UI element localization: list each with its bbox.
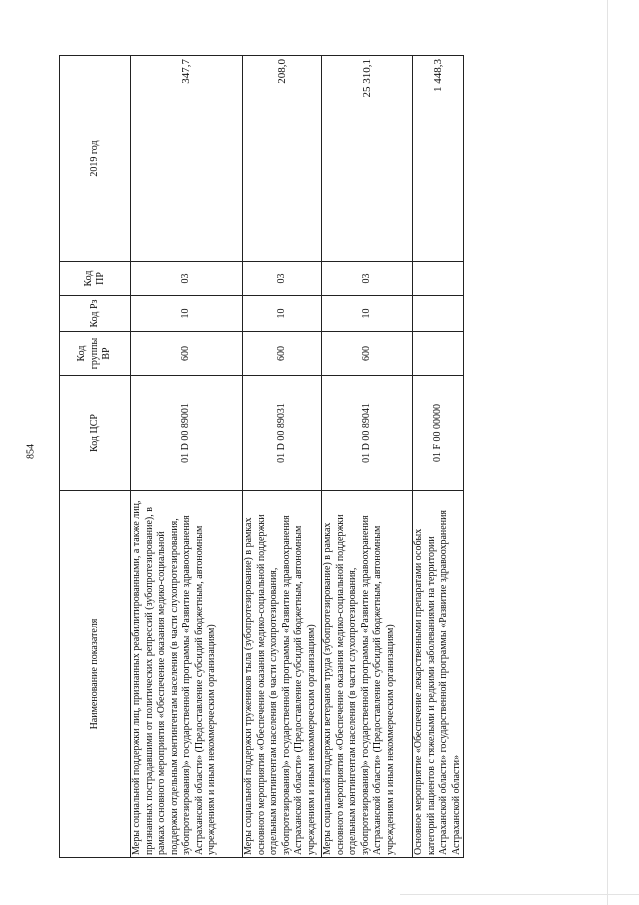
row-vr: 600 [322,332,413,376]
header-year: 2019 год [60,56,131,262]
row-value: 208,0 [243,56,322,262]
table-row [131,56,243,858]
row-vr: 600 [131,332,243,376]
row-pr: 03 [131,262,243,296]
row-rz: 10 [243,296,322,332]
row-rz [413,296,464,332]
row-pr: 03 [243,262,322,296]
header-pr: Код ПР [60,262,131,296]
row-name: Меры социальной поддержки ветеранов труда (зубопротезирование) в рамках основного мероприятия «Обеспечение оказания медико-социальной поддержки отдельным контингентам населения (в части слухопротезирования, зубопротезирования)» государственной программы «Развитие здравоохранения Астраханской области» (Предоставление субсидий бюджетным, автономным учреждениям и иным некоммерческим организациям) [322,491,413,858]
row-rz: 10 [322,296,413,332]
header-rz: Код Рз [60,296,131,332]
row-vr [413,332,464,376]
row-name: Меры социальной поддержки тружеников тыла (зубопротезирование) в рамках основного мероприятия «Обеспечение оказания медико-социальной поддержки отдельным контингентам населения (в части слухопротезирования, зубопротезирования)» государственной программы «Развитие здравоохранения Астраханской области» (Предоставление субсидий бюджетным, автономным учреждениям и иным некоммерческим организациям) [243,491,322,858]
table-row [413,56,464,858]
row-value: 25 310,1 [322,56,413,262]
row-csr: 01 F 00 00000 [413,376,464,491]
row-name: Меры социальной поддержки лиц, признанных реабилитированными, а также лиц, признанных пострадавшими от политических репрессий (зубопротезирование), в рамках основного мероприятия «Обеспечение оказания медико-социальной поддержки отдельным контингентам населения (в части слухопротезирования, зубопротезирования)» государственной программы «Развитие здравоохранения Астраханской области» (Предоставление субсидий бюджетным, автономным учреждениям и иным некоммерческим организациям) [131,491,243,858]
header-name: Наименование показателя [60,491,131,858]
table-row [322,56,413,858]
scan-edge-right [607,0,608,905]
row-pr [413,262,464,296]
row-csr: 01 D 00 89031 [243,376,322,491]
header-vr: Код группы ВР [60,332,131,376]
scan-edge-bottom [400,894,639,895]
row-value: 347,7 [131,56,243,262]
rotated-budget-table-container [59,56,587,858]
row-rz: 10 [131,296,243,332]
row-value: 1 448,3 [413,56,464,262]
row-name: Основное мероприятие «Обеспечение лекарственными препаратами особых категорий пациентов с тяжелыми и редкими заболеваниями на территории Астраханской области» государственной программы «Развитие здравоохранения Астраханской области» [413,491,464,858]
budget-table [59,55,464,858]
header-csr: Код ЦСР [60,376,131,491]
table-row [243,56,322,858]
page-number: 854 [25,444,37,459]
row-pr: 03 [322,262,413,296]
row-csr: 01 D 00 89041 [322,376,413,491]
row-vr: 600 [243,332,322,376]
row-csr: 01 D 00 89001 [131,376,243,491]
table-header-row [60,56,131,858]
